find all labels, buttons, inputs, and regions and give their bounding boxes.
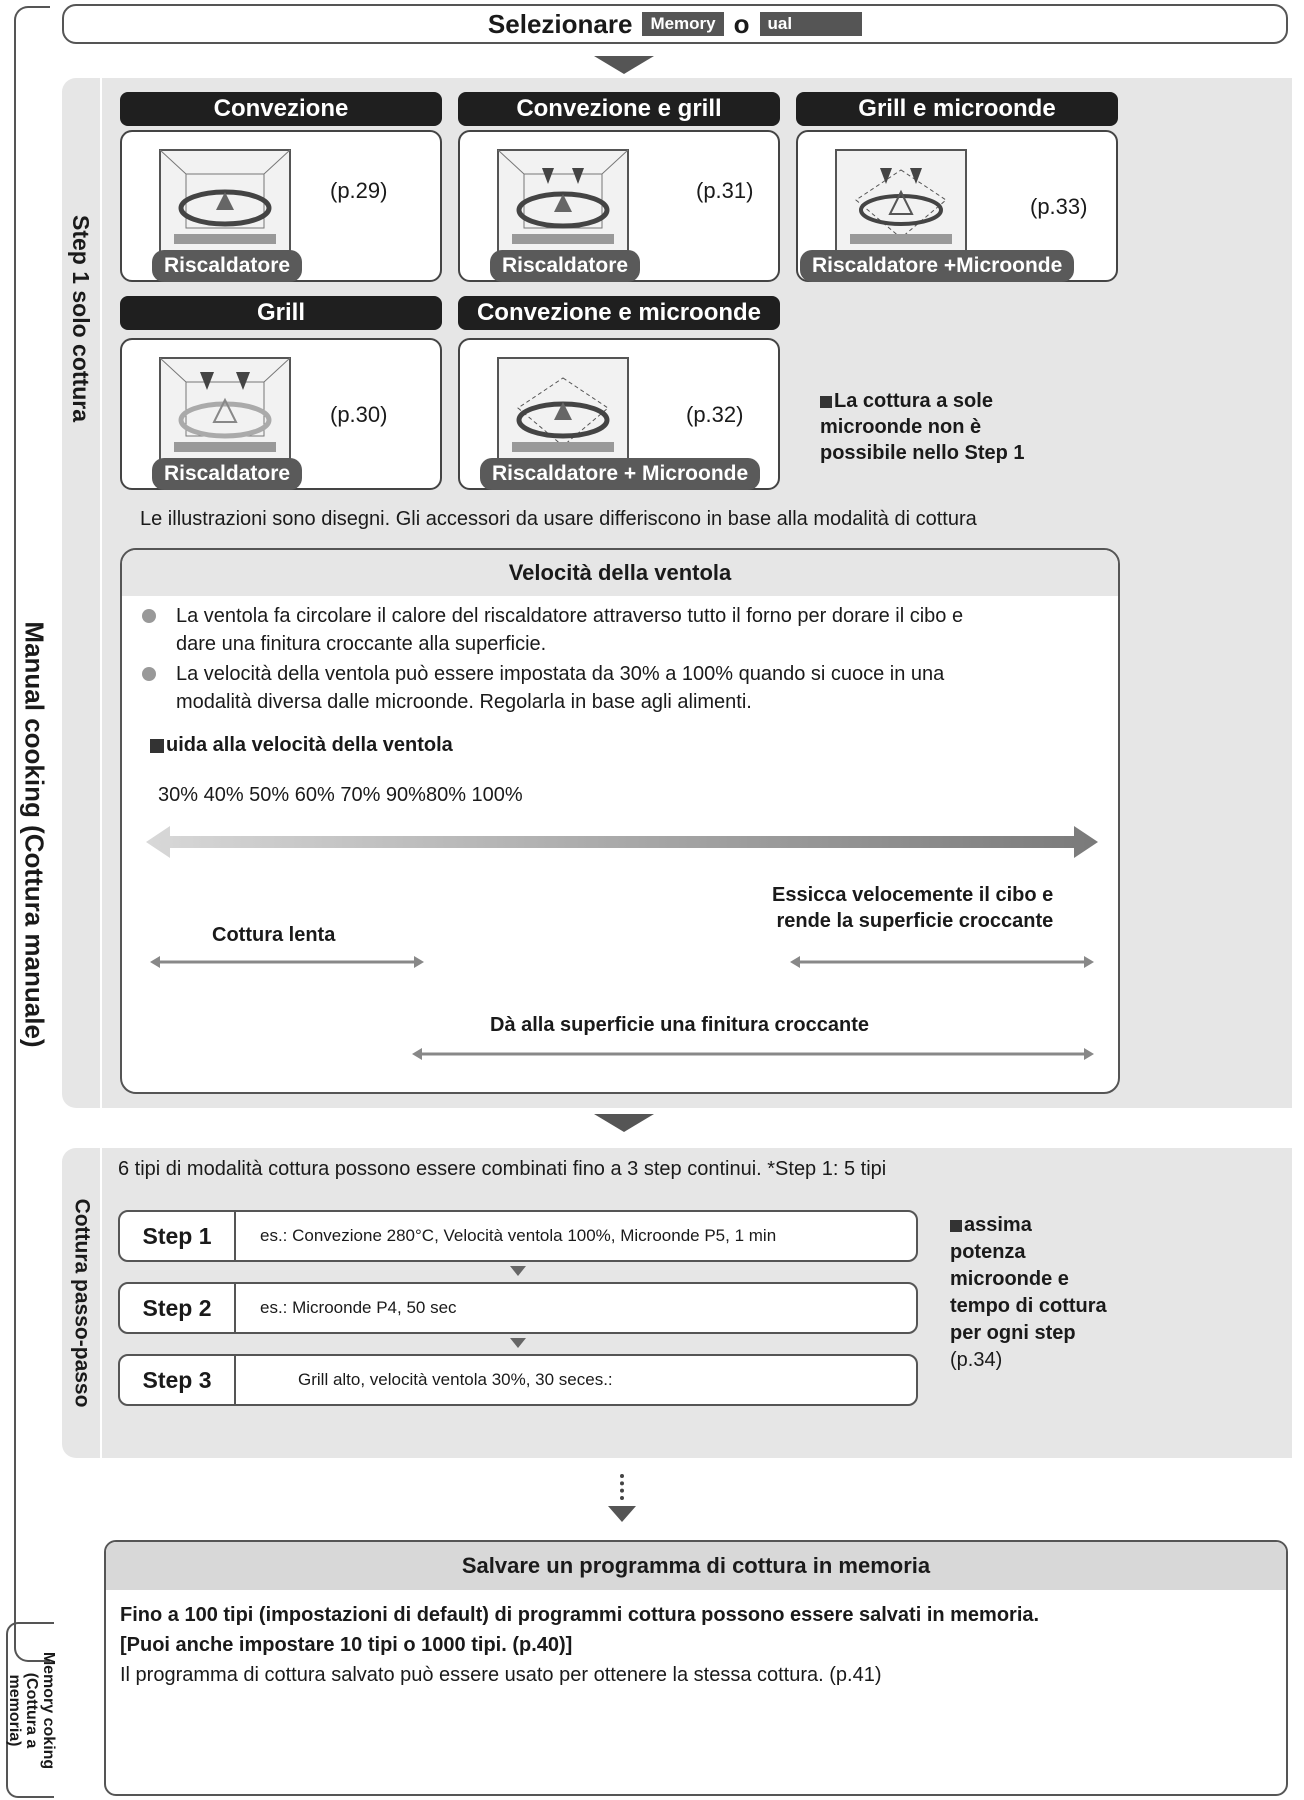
step-by-step-side-label: Cottura passo-passo	[70, 1198, 93, 1408]
fan-speed-values: 30% 40% 50% 60% 70% 90%80% 100%	[158, 784, 523, 806]
mode-card-convection	[120, 130, 442, 282]
mode-heater-convection-grill: Riscaldatore	[490, 250, 640, 282]
illustrations-note: Le illustrazioni sono disegni. Gli accessori da usare differiscono in base alla modalità di cottura	[140, 508, 977, 530]
step-label: Step 2	[120, 1284, 236, 1332]
mode-heater-grill-microwave: Riscaldatore +Microonde	[800, 250, 1074, 282]
crisp-range-arrow	[412, 1046, 1094, 1062]
fan-guide-title: uida alla velocità della ventola	[150, 734, 453, 757]
select-mode-bar	[62, 4, 1288, 44]
step-label: Step 3	[120, 1356, 236, 1404]
select-label: Selezionare	[487, 8, 633, 39]
steps-intro: 6 tipi di modalità cottura possono essere combinati fino a 3 step continui. *Step 1: 5 tipi	[118, 1158, 887, 1180]
mode-page-grill: (p.30)	[330, 402, 388, 427]
fan-speed-box	[120, 548, 1120, 1094]
max-power-note: assima potenza microonde e tempo di cottura per ogni step (p.34)	[950, 1214, 1107, 1371]
mode-card-convection-grill	[458, 130, 780, 282]
convection-microwave-icon	[496, 356, 630, 472]
step-row-3	[118, 1354, 918, 1406]
step-example: es.: Convezione 280°C, Velocità ventola 100%, Microonde P5, 1 min	[260, 1226, 777, 1245]
mode-card-convection-microwave	[458, 338, 780, 490]
mode-page-grill-microwave: (p.33)	[1030, 194, 1088, 219]
mode-card-grill	[120, 338, 442, 490]
mode-page-convection: (p.29)	[330, 178, 388, 203]
bullet-dot-icon	[142, 667, 156, 681]
fan-bullet-2: La velocità della ventola può essere impostata da 30% a 100% quando si cuoce in una modalità diversa dalle microonde. Regolarla in base agli alimenti.	[142, 660, 1102, 716]
continuation-dots	[620, 1474, 624, 1500]
step-arrow-icon	[510, 1266, 526, 1276]
mode-page-convection-microwave: (p.32)	[686, 402, 744, 427]
memory-cooking-label: Memory coking (Cottura a memoria)	[6, 1651, 58, 1769]
step-label: Step 1	[120, 1212, 236, 1260]
mode-title-convection-microwave: Convezione e microonde	[458, 296, 780, 330]
fast-range-arrow	[790, 954, 1094, 970]
fan-speed-heading: Velocità della ventola	[122, 550, 1118, 596]
mode-heater-grill: Riscaldatore	[152, 458, 302, 490]
step1-side-label: Step 1 solo cottura	[68, 214, 95, 422]
slow-range-arrow	[150, 954, 424, 970]
step-example: es.: Microonde P4, 50 sec	[260, 1298, 457, 1317]
manual-tag: ual	[760, 12, 863, 36]
mode-page-convection-grill: (p.31)	[696, 178, 754, 203]
memory-line-1: Fino a 100 tipi (impostazioni di default) di programmi cottura possono essere salvati in memoria.	[120, 1604, 1040, 1626]
step-row-1	[118, 1210, 918, 1262]
grill-icon	[158, 356, 292, 472]
memory-tag: Memory	[642, 12, 723, 36]
convection-icon	[158, 148, 292, 264]
bullet-dot-icon	[142, 609, 156, 623]
down-arrow-icon	[594, 1114, 654, 1132]
convection-grill-icon	[496, 148, 630, 264]
step1-microwave-note: La cottura a sole microonde non è possibile nello Step 1	[820, 390, 1025, 464]
step-example: Grill alto, velocità ventola 30%, 30 seces.:	[298, 1370, 613, 1389]
fast-drying-label: Essicca velocemente il cibo e rende la superficie croccante	[772, 884, 1054, 932]
slow-cooking-label: Cottura lenta	[212, 924, 336, 946]
memory-line-2: [Puoi anche impostare 10 tipi o 1000 tipi. (p.40)]	[120, 1634, 573, 1656]
memory-line-3: Il programma di cottura salvato può essere usato per ottenere la stessa cottura. (p.41)	[120, 1664, 882, 1686]
fan-bullet-1: La ventola fa circolare il calore del riscaldatore attraverso tutto il forno per dorare il cibo e dare una finitura croccante alla superficie.	[142, 602, 1102, 658]
memory-box	[104, 1540, 1288, 1796]
mode-title-convection-grill: Convezione e grill	[458, 92, 780, 126]
bullet-square-icon	[820, 396, 832, 408]
mode-heater-convection-microwave: Riscaldatore + Microonde	[480, 458, 760, 490]
crisp-finish-label: Dà alla superficie una finitura croccante	[490, 1014, 870, 1036]
step-arrow-icon	[510, 1338, 526, 1348]
manual-cooking-label: Manual cooking (Cottura manuale)	[19, 620, 50, 1048]
step-row-2	[118, 1282, 918, 1334]
grill-microwave-icon	[834, 148, 968, 264]
mode-title-grill-microwave: Grill e microonde	[796, 92, 1118, 126]
speed-gradient-arrow	[146, 822, 1098, 862]
mode-title-grill: Grill	[120, 296, 442, 330]
bullet-square-icon	[950, 1220, 962, 1232]
or-label: o	[733, 8, 750, 39]
memory-heading: Salvare un programma di cottura in memoria	[106, 1542, 1286, 1590]
down-arrow-icon	[608, 1506, 636, 1522]
mode-title-convection: Convezione	[120, 92, 442, 126]
down-arrow-icon	[594, 56, 654, 74]
bullet-square-icon	[150, 739, 164, 753]
mode-card-grill-microwave	[796, 130, 1118, 282]
mode-heater-convection: Riscaldatore	[152, 250, 302, 282]
